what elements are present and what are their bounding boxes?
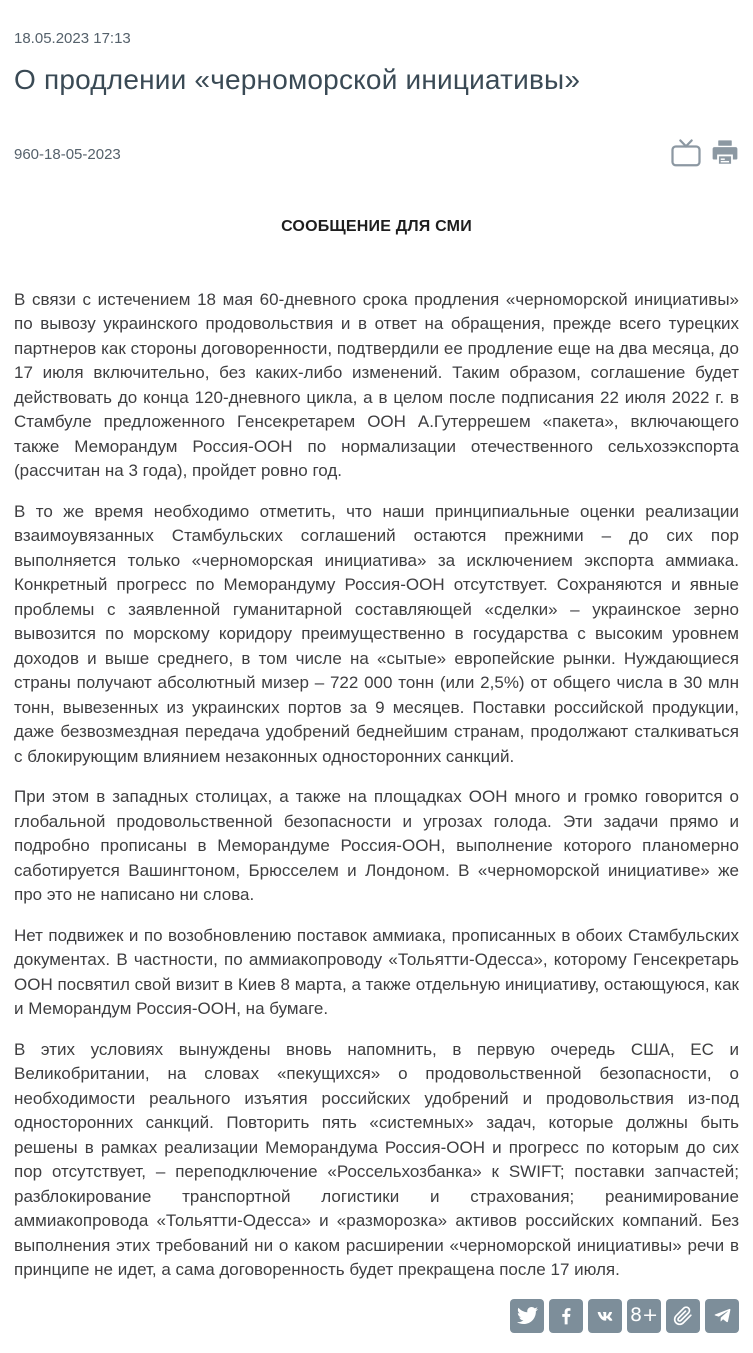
print-button[interactable] (711, 139, 739, 169)
facebook-share-button[interactable] (549, 1299, 583, 1333)
google-plus-icon: 8+ (629, 1304, 658, 1327)
google-plus-share-button[interactable] (627, 1299, 661, 1333)
paragraph-5: В этих условиях вынуждены вновь напомнить, в первую очередь США, ЕС и Великобритании, на словах «пекущихся» о продовольственной безопасности, о необходимости реального изъятия российских удобрений и продовольствия из-под односторонних санкций. Повторить пять «системных» задач, которые должны быть решены в рамках реализации Меморандума Россия-ООН и прогресс по которым до сих пор отсутствует, – переподключение «Россельхозбанка» к SWIFT; поставки запчастей; разблокирование транспортной логистики и страхования; реанимирование аммиакопровода «Тольятти-Одесса» и «разморозка» активов российских компаний. Без выполнения этих требований ни о каком расширении «черноморской инициативы» речи в принципе не идет, а сама договоренность будет прекращена после 17 июля. (14, 1039, 739, 1280)
copy-link-share-button[interactable] (666, 1299, 700, 1333)
paperclip-icon (673, 1306, 693, 1326)
document-number: 960-18-05-2023 (14, 145, 121, 163)
paragraph-2: В то же время необходимо отметить, что наши принципиальные оценки реализации взаимоувязанных Стамбульских соглашений остаются прежними – до сих пор выполняется только «черноморская инициатива» за исключением экспорта аммиака. Конкретный прогресс по Меморандуму Россия-ООН отсутствует. Сохраняются и явные проблемы с заявленной гуманитарной составляющей «сделки» – украинское зерно вывозится по морскому коридору преимущественно в государства с высоким уровнем доходов и выше среднего, в том числе на «сытые» европейские рынки. Нуждающиеся страны получают абсолютный мизер – 722 000 тонн (или 2,5%) от общего числа в 30 млн тонн, вывезенных из украинских портов за 9 месяцев. Поставки российской продукции, даже безвозмездная передача удобрений беднейшим странам, продолжают сталкиваться с блокирующим влиянием незаконных односторонних санкций. (14, 501, 739, 766)
paragraph-4: Нет подвижек и по возобновлению поставок аммиака, прописанных в обоих Стамбульских документах. В частности, по аммиакопроводу «Тольятти-Одесса», которому Генсекретарь ООН посвятил свой визит в Киев 8 марта, а также отдельную инициативу, остающуюся, как и Меморандум Россия-ООН, на бумаге. (14, 925, 739, 1019)
tv-button[interactable] (671, 139, 701, 170)
document-toolbar (671, 139, 739, 170)
vk-share-button[interactable] (588, 1299, 622, 1333)
vk-icon (594, 1305, 616, 1327)
twitter-share-button[interactable] (510, 1299, 544, 1333)
facebook-icon (556, 1306, 576, 1326)
article-body (14, 288, 739, 1283)
paragraph-1: В связи с истечением 18 мая 60-дневного срока продления «черноморской инициативы» по вывозу украинского продовольствия и в ответ на обращения, прежде всего турецких партнеров как стороны договоренности, подтвердили ее продление еще на два месяца, до 17 июля включительно, без каких-либо изменений. Таким образом, соглашение будет действовать до конца 120-дневного цикла, а в целом после подписания 22 июля 2022 г. в Стамбуле предложенного Генсекретарем ООН А.Гутеррешем «пакета», включающего также Меморандум Россия-ООН по нормализации отечественного сельхозэкспорта (рассчитан на 3 года), пройдет ровно год. (14, 289, 739, 481)
tv-icon (671, 139, 701, 170)
document-meta-row (14, 139, 739, 170)
telegram-share-button[interactable] (705, 1299, 739, 1333)
press-subheading: СООБЩЕНИЕ ДЛЯ СМИ (281, 217, 472, 235)
paragraph-3: При этом в западных столицах, а также на площадках ООН много и громко говорится о глобальной продовольственной безопасности и угрозах голода. Эти задачи прямо и подробно прописаны в Меморандуме Россия-ООН, выполнение которого планомерно саботируется Вашингтоном, Брюсселем и Лондоном. В «черноморской инициативе» же про это не написано ни слова. (14, 787, 739, 905)
twitter-icon (517, 1305, 538, 1326)
telegram-icon (712, 1305, 733, 1326)
publication-datetime: 18.05.2023 17:13 (14, 30, 131, 47)
page-title: О продлении «черноморской инициативы» (14, 64, 581, 95)
printer-icon (711, 139, 739, 169)
social-share-bar (14, 1299, 739, 1341)
